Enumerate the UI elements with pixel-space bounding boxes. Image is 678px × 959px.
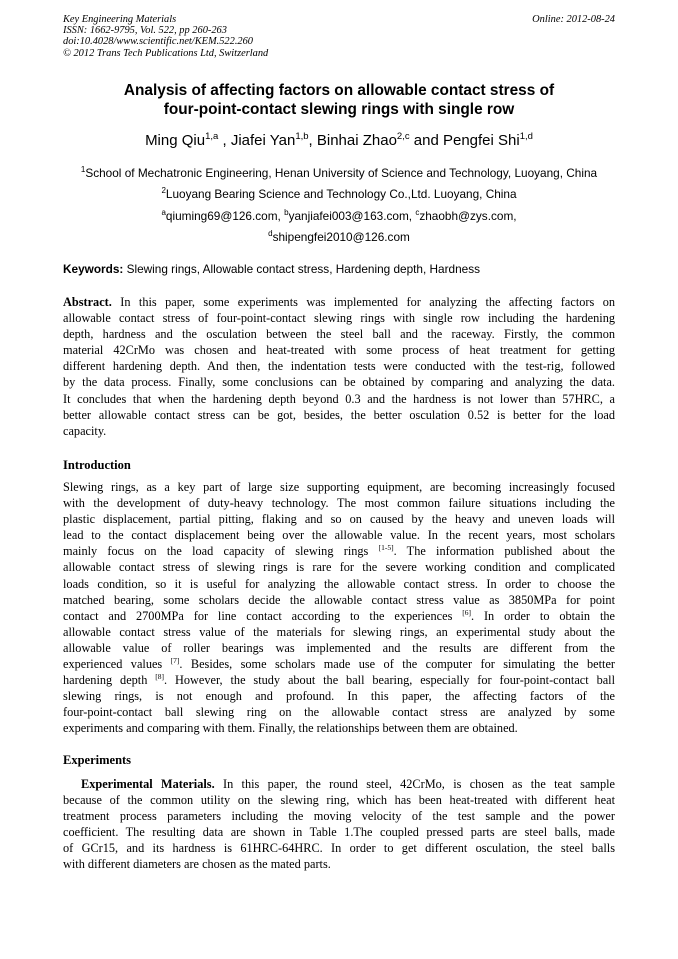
author-3: , Binhai Zhao [308,132,397,149]
email-b[interactable]: yanjiafei003@163.com, [288,208,416,223]
affiliation-1 [30,163,648,180]
affiliation-1-text: School of Mechatronic Engineering, Henan University of Science and Technology, Luoyang, China [85,165,598,180]
author-2: , Jiafei Yan [218,132,296,149]
intro-line: experienced values [7]. Besides, some scholars made use of the computer for simulating the better [63,656,615,672]
title-line-1: Analysis of affecting factors on allowable contact stress of [123,82,555,99]
abstract-line: It concludes that when the hardening depth beyond 0.3 and the hardness is not lower than 57HRC, a [63,391,615,406]
experimental-materials-label: Experimental Materials. [81,777,215,791]
online-date: Online: 2012-08-24 [532,14,615,25]
experiments-line: coefficient. The resulting data are shown in Table 1.The coupled pressed parts are steel balls, made [63,825,615,840]
abstract-line: by the data process. Finally, some conclusions can be obtained by comparing and analyzing the data. [63,375,615,390]
citation: [8] [155,672,165,682]
intro-line: with the development of duty-heavy technology. The most common failure situations including the [63,496,615,511]
intro-line: plastic displacement, partial pitting, flaking and so on caused by the heavy and uneven loads will [63,512,615,527]
affiliation-1-mark: 1 [80,165,86,174]
affiliation-2-mark: 2 [161,186,166,195]
author-2-affil: 1,b [295,131,309,142]
experiments-line: Experimental Materials. In this paper, the round steel, 42CrMo, is chosen as the teat sample [81,777,615,791]
email-line-2 [30,227,648,244]
intro-line: hardening depth [8]. However, the study about the ball bearing, especially for four-point-contact ball [63,672,616,688]
journal-header [63,14,615,59]
doi-line: doi:10.4028/www.scientific.net/KEM.522.260 [63,36,253,48]
email-line-1 [30,206,648,223]
abstract-line: depth, hardness and the osculation between the steel ball and the raceway. Firstly, the common [63,327,615,342]
copyright-line: © 2012 Trans Tech Publications Ltd, Switzerland [63,47,269,59]
author-1-affil: 1,a [205,131,219,142]
author-4-affil: 1,d [519,131,533,142]
intro-line: allowable value of roller bearings was implemented and the results are different from the [63,640,615,655]
affiliation-2 [30,184,648,201]
email-a[interactable]: qiuming69@126.com, [165,208,285,223]
abstract-line: capacity. [63,423,107,438]
title-line-2: four-point-contact slewing rings with single row [163,101,515,118]
email-b-mark: b [284,208,289,217]
abstract-line: better allowable contact stress can be got, besides, the better osculation 0.52 is better for the load [63,407,615,422]
experiments-line: of GCr15, and its hardness is 61HRC-64HRC. In order to get different osculation, the steel balls [63,841,615,856]
affiliation-2-text: Luoyang Bearing Science and Technology Co.,Ltd. Luoyang, China [165,186,517,201]
email-c[interactable]: zhaobh@zys.com, [419,208,517,223]
intro-line: slewing rings, is not enough and profound. In this paper, the affecting factors of the [63,689,615,704]
intro-line: loads condition, so it is useful for analyzing the allowable contact stress. In order to choose the [63,576,615,591]
author-4: and Pengfei Shi [409,132,520,149]
intro-line: mainly focus on the load capacity of slewing rings [1-5]. The information published about the [63,543,616,559]
experiments-line: treatment process parameters including the moving velocity of the test sample and the power [63,809,615,824]
citation: [7] [170,656,180,666]
abstract-line: material 42CrMo was chosen and heat-treated with some process of heat treatment for getting [63,343,615,358]
email-c-mark: c [415,208,420,217]
author-list [40,127,638,151]
keywords-label: Keywords: [63,262,124,276]
paper-title [63,81,615,119]
abstract-line: Abstract. In this paper, some experiments was implemented for analyzing the affecting factors on [63,295,615,309]
abstract-line: different hardening depth. And then, the indentation tests were conducted with the test-rig, followed [63,359,615,374]
author-1: Ming Qiu [145,132,206,149]
abstract [63,294,615,439]
citation: [1-5] [378,543,394,553]
intro-line: matched bearing, some scholars decide the allowable contact stress value as 3850MPa for point [63,592,615,607]
intro-line: allowable contact stress value of the materials for slewing rings, an experimental study about the [63,624,615,639]
keywords [63,262,615,276]
intro-line: contact and 2700MPa for line contact according to the experiences [6]. In order to obtain the [63,607,615,623]
email-d[interactable]: shipengfei2010@126.com [272,229,410,244]
intro-line: four-point-contact ball slewing ring on the allowable contact stress are analyzed by some [63,705,615,720]
experiments-line: because of the common utility on the slewing ring, which has been heat-treated with different heat [63,793,615,808]
email-d-mark: d [268,229,273,238]
abstract-label: Abstract. [63,295,112,309]
email-a-mark: a [161,208,166,217]
citation: [6] [462,607,471,617]
experiments-heading: Experiments [63,753,132,767]
intro-line: experiments and comparing with them. Finally, the relationships between them are obtained. [63,721,518,736]
journal-name: Key Engineering Materials [63,14,177,25]
intro-line: lead to the contact displacement being over the allowable value. In the recent years, most scholars [63,528,615,543]
introduction-heading: Introduction [63,458,131,472]
keywords-text: Slewing rings, Allowable contact stress, Hardening depth, Hardness [123,262,481,276]
abstract-line: allowable contact stress of four-point-contact slewing rings with single row including the hardening [63,311,615,326]
experiments-line: with different diameters are chosen as the mated parts. [63,857,331,872]
introduction-body [63,479,615,737]
experiments-body [63,776,615,873]
intro-line: allowable contact stress of slewing rings is rare for the severe working condition and complicated [63,560,615,575]
intro-line: Slewing rings, as a key part of large size supporting equipment, are becoming increasingly focused [63,480,615,494]
issn-line: ISSN: 1662-9795, Vol. 522, pp 260-263 [63,25,227,37]
author-3-affil: 2,c [396,131,410,142]
